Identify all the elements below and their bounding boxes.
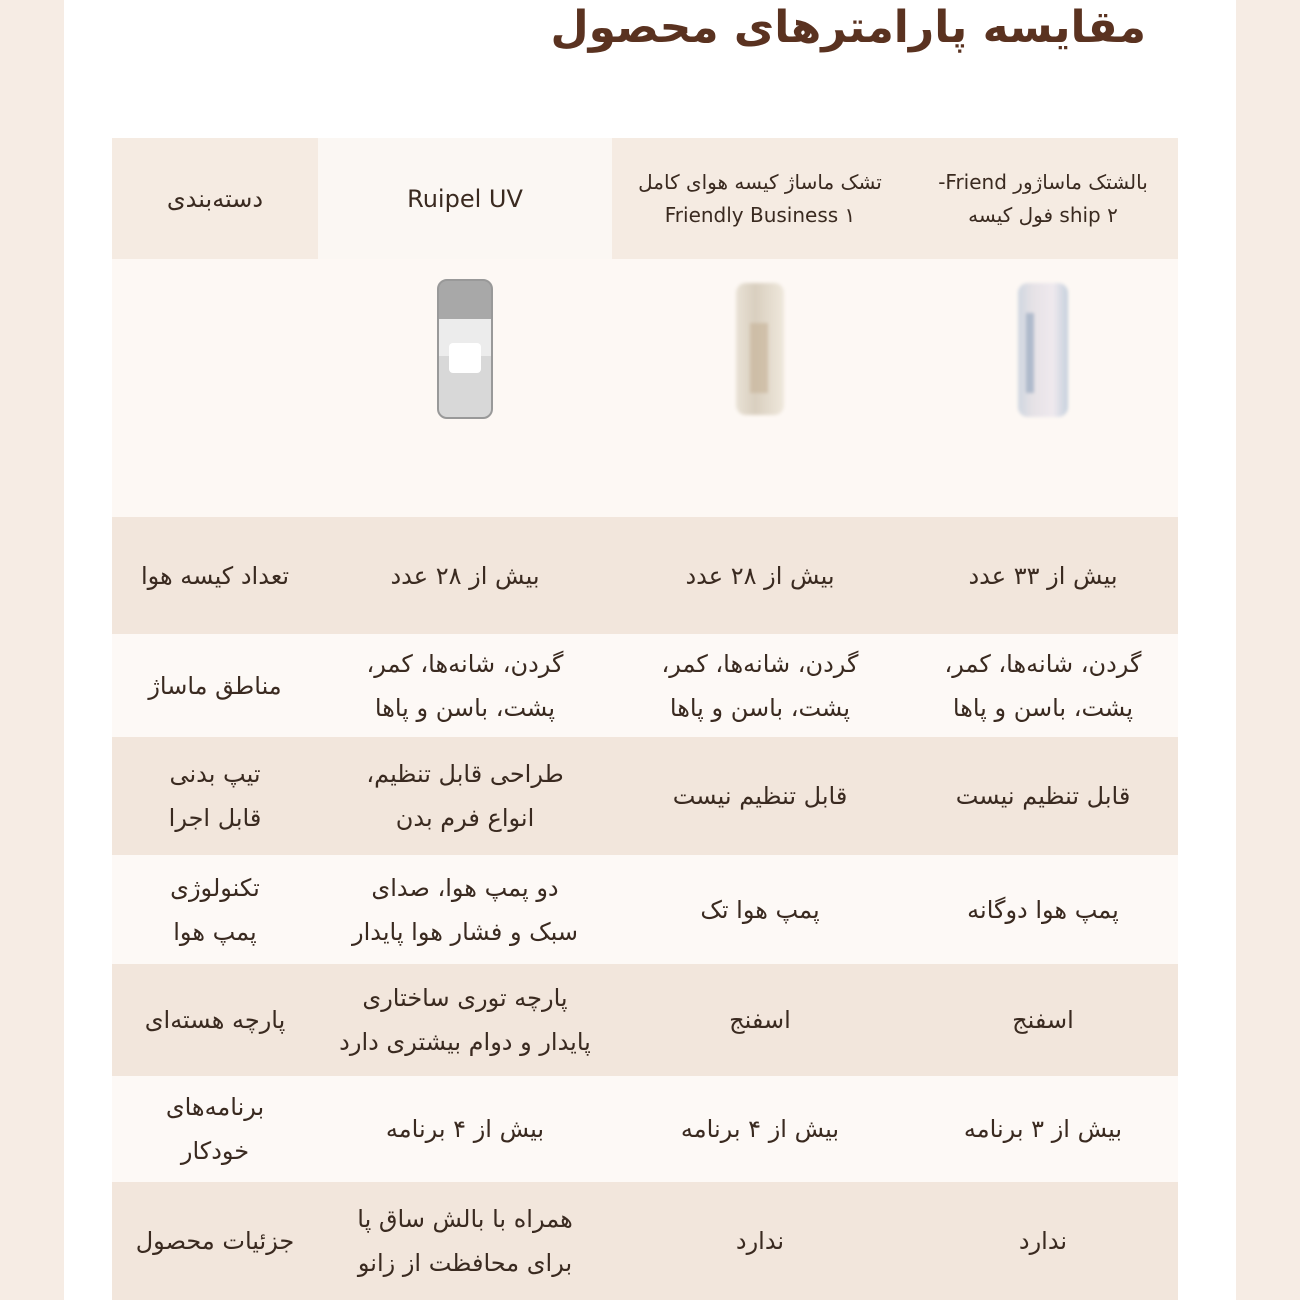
product-photo xyxy=(437,279,493,419)
label-line: قابل اجرا xyxy=(168,804,262,832)
row-label xyxy=(112,1076,318,1182)
header-product-friendship xyxy=(908,138,1178,259)
product-photo xyxy=(1018,283,1068,417)
row-value: ندارد xyxy=(908,1182,1178,1300)
row-value xyxy=(318,737,612,855)
row-value: ندارد xyxy=(612,1182,908,1300)
value-line: پارچه توری ساختاری xyxy=(362,984,568,1012)
value-line: انواع فرم بدن xyxy=(395,804,535,832)
row-label xyxy=(112,737,318,855)
row-value: بیش از ۳۳ عدد xyxy=(908,517,1178,634)
label-line: برنامه‌های xyxy=(165,1093,265,1121)
header-product-name: بالشتک ماساژور Friend- xyxy=(938,169,1148,194)
row-value: بیش از ۲۸ عدد xyxy=(612,517,908,634)
header-product-name: تشک ماساژ کیسه هوای کامل xyxy=(638,169,882,194)
product-image-friendly-business xyxy=(612,259,908,517)
row-label: تعداد کیسه هوا xyxy=(112,517,318,634)
row-value: بیش از ۳ برنامه xyxy=(908,1076,1178,1182)
row-value: پمپ هوا تک xyxy=(612,855,908,964)
product-photo xyxy=(736,283,784,415)
header-product-friendly-business xyxy=(612,138,908,259)
row-label: مناطق ماساژ xyxy=(112,634,318,737)
row-value xyxy=(318,1182,612,1300)
product-image-ruipel xyxy=(318,259,612,517)
value-line: گردن، شانه‌ها، کمر، xyxy=(944,649,1142,678)
row-value: بیش از ۲۸ عدد xyxy=(318,517,612,634)
row-value: بیش از ۴ برنامه xyxy=(612,1076,908,1182)
row-value xyxy=(318,855,612,964)
value-line: همراه با بالش ساق پا xyxy=(357,1205,573,1233)
value-line: پشت، باسن و پاها xyxy=(952,693,1134,722)
header-product-name: Friendly Business ۱ xyxy=(664,202,856,227)
row-value xyxy=(318,634,612,737)
value-line: دو پمپ هوا، صدای xyxy=(371,873,559,902)
row-value xyxy=(318,964,612,1076)
row-value: بیش از ۴ برنامه xyxy=(318,1076,612,1182)
label-line: تکنولوژی xyxy=(170,873,260,902)
row-value: اسفنج xyxy=(612,964,908,1076)
row-value xyxy=(908,634,1178,737)
header-category: دسته‌بندی xyxy=(112,138,318,259)
product-image-friendship xyxy=(908,259,1178,517)
row-label: پارچه هسته‌ای xyxy=(112,964,318,1076)
row-value xyxy=(612,634,908,737)
value-line: سبک و فشار هوا پایدار xyxy=(352,917,578,946)
value-line: گردن، شانه‌ها، کمر، xyxy=(661,649,859,678)
value-line: برای محافظت از زانو xyxy=(357,1249,573,1277)
header-product-ruipel: Ruipel UV xyxy=(318,138,612,259)
page-title: مقایسه پارامترهای محصول xyxy=(550,2,1146,53)
row-label: جزئیات محصول xyxy=(112,1182,318,1300)
value-line: گردن، شانه‌ها، کمر، xyxy=(366,649,564,678)
row-value: قابل تنظیم نیست xyxy=(612,737,908,855)
header-product-name: ship ۲ فول کیسه xyxy=(968,202,1118,227)
row-value: اسفنج xyxy=(908,964,1178,1076)
value-line: پایدار و دوام بیشتری دارد xyxy=(339,1028,591,1056)
image-row-label xyxy=(112,259,318,517)
row-value: پمپ هوا دوگانه xyxy=(908,855,1178,964)
value-line: پشت، باسن و پاها xyxy=(669,693,851,722)
label-line: پمپ هوا xyxy=(173,917,257,946)
value-line: طراحی قابل تنظیم، xyxy=(366,760,564,788)
label-line: خودکار xyxy=(180,1137,250,1165)
row-value: قابل تنظیم نیست xyxy=(908,737,1178,855)
comparison-table xyxy=(112,138,1178,1300)
value-line: پشت، باسن و پاها xyxy=(374,693,556,722)
row-label xyxy=(112,855,318,964)
label-line: تیپ بدنی xyxy=(169,760,261,788)
